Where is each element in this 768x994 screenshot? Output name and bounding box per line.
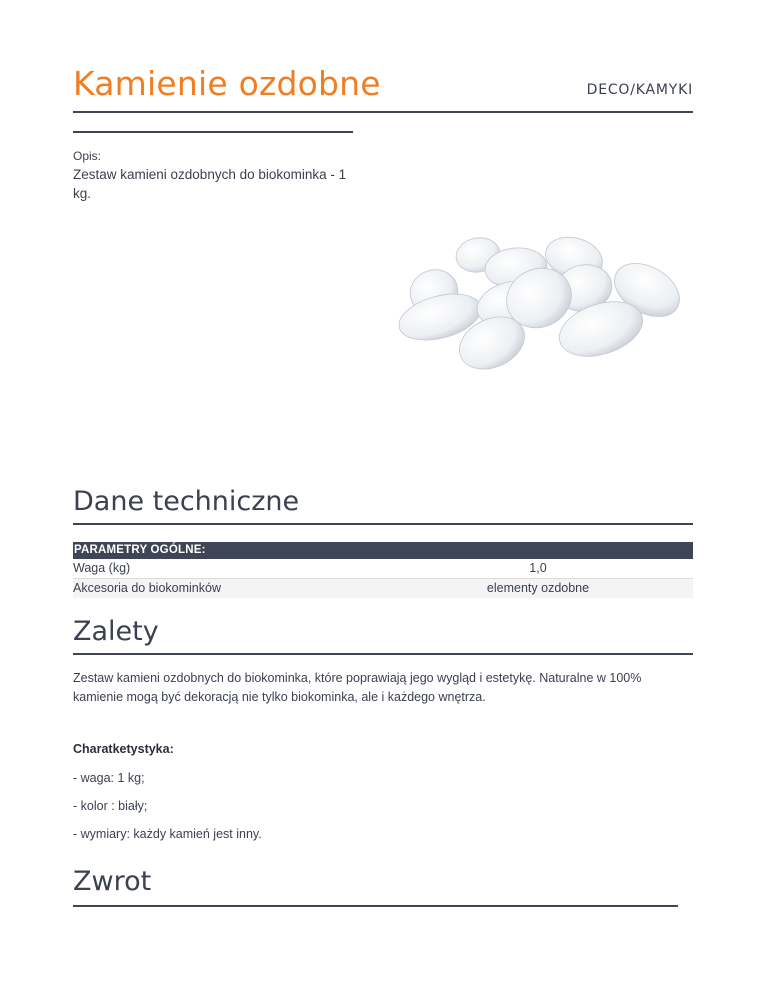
param-value: elementy ozdobne xyxy=(486,581,590,595)
page-title: Kamienie ozdobne xyxy=(73,64,381,103)
description-label: Opis: xyxy=(73,149,102,163)
table-group-header: PARAMETRY OGÓLNE: xyxy=(73,542,693,559)
list-item: - waga: 1 kg; xyxy=(73,771,145,785)
advantages-heading: Zalety xyxy=(73,616,159,647)
table-row xyxy=(73,559,693,579)
technical-heading: Dane techniczne xyxy=(73,486,300,517)
param-value: 1,0 xyxy=(529,561,547,575)
parameters-table xyxy=(73,542,693,598)
list-item: - kolor : biały; xyxy=(73,799,148,813)
param-name: Akcesoria do biokominków xyxy=(73,581,221,595)
table-row xyxy=(73,579,693,598)
list-item: - wymiary: każdy kamień jest inny. xyxy=(73,827,262,841)
header-divider xyxy=(73,111,693,113)
advantages-text: Zestaw kamieni ozdobnych do biokominka, które poprawiają jego wygląd i estetykę. Naturalne w 100% kamienie mogą być dekoracją nie tylko biokominka, ale i każdego wnętrza. xyxy=(73,671,642,704)
param-name: Waga (kg) xyxy=(73,561,131,575)
characteristics-label: Charatketystyka: xyxy=(73,742,174,756)
stone-pile xyxy=(394,231,688,373)
product-code: DECO/KAMYKI xyxy=(586,82,693,98)
product-image xyxy=(388,228,688,373)
technical-divider xyxy=(73,523,693,525)
returns-heading: Zwrot xyxy=(73,866,152,897)
description-text: Zestaw kamieni ozdobnych do biokominka - 1 kg. xyxy=(73,167,347,201)
advantages-divider xyxy=(73,653,693,655)
returns-divider xyxy=(73,905,678,907)
description-divider xyxy=(73,131,353,133)
